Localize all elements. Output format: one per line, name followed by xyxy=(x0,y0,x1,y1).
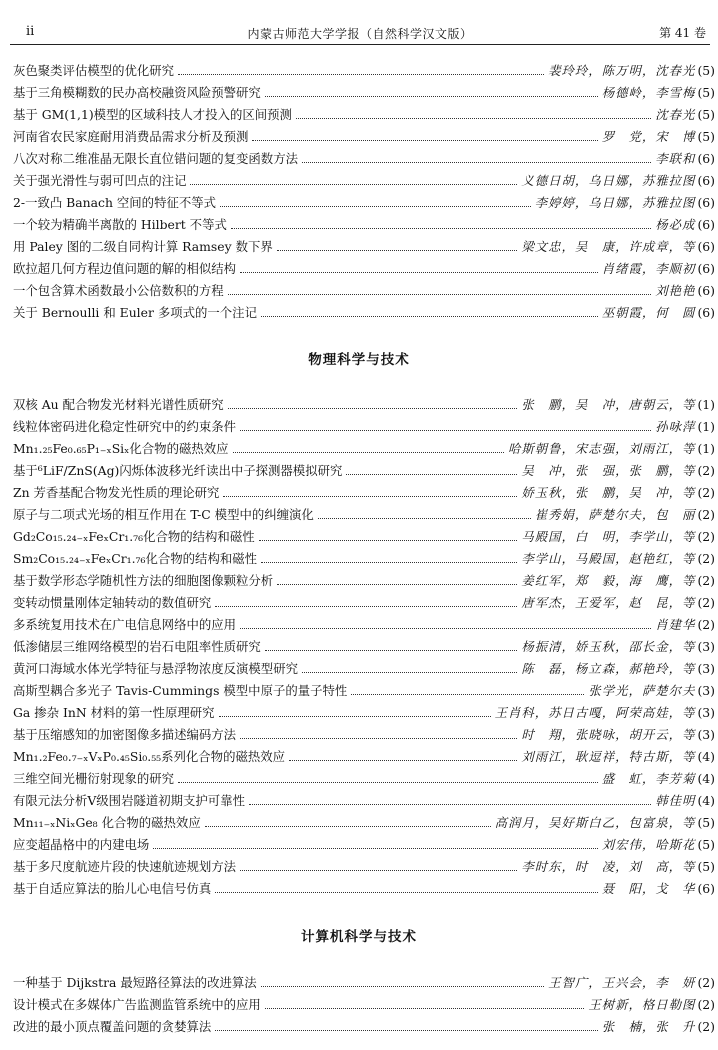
entry-authors: 姜红军，郑 毅，海 鹰，等 xyxy=(521,573,696,588)
entry-issue: (2) xyxy=(697,617,715,632)
entry-title: 基于多尺度航迹片段的快速航迹规划方法 xyxy=(13,859,237,874)
toc-entry xyxy=(13,636,715,658)
toc-entry xyxy=(13,548,715,570)
toc-entry xyxy=(13,592,715,614)
entry-authors: 高润月，吴好斯白乙，包富泉，等 xyxy=(494,815,696,830)
toc-entry xyxy=(13,768,715,790)
toc-entry xyxy=(13,724,715,746)
dot-leader xyxy=(228,280,652,295)
dot-leader xyxy=(277,570,517,585)
entry-title: 用 Paley 图的二级自同构计算 Ramsey 数下界 xyxy=(13,239,273,254)
entry-issue: (6) xyxy=(697,305,715,320)
entry-authors: 时 翔，张晓咏，胡开云，等 xyxy=(521,727,696,742)
entry-issue: (3) xyxy=(697,661,715,676)
entry-title: Gd₂Co₁₅.₂₄₋ₓFeₓCr₁.₇₆化合物的结构和磁性 xyxy=(13,529,255,544)
toc-entry xyxy=(13,702,715,724)
entry-issue: (3) xyxy=(697,705,715,720)
entry-issue: (5) xyxy=(697,85,715,100)
dot-leader xyxy=(265,994,585,1009)
entry-authors: 崔秀娟，萨楚尔夫，包 丽 xyxy=(534,507,696,522)
entry-authors: 裴玲玲，陈万明，沈春光 xyxy=(548,63,696,78)
entry-title: 变转动惯量刚体定轴转动的数值研究 xyxy=(13,595,212,610)
dot-leader xyxy=(233,438,504,453)
dot-leader xyxy=(240,416,651,431)
dot-leader xyxy=(249,790,651,805)
toc-entry xyxy=(13,856,715,878)
toc-entry xyxy=(13,994,715,1016)
entry-title: 关于强光滑性与弱可凹点的注记 xyxy=(13,173,187,188)
section-title-physics: 物理科学与技术 xyxy=(308,352,410,368)
dot-leader xyxy=(277,236,518,251)
section-title-computer: 计算机科学与技术 xyxy=(301,929,417,945)
entry-issue: (4) xyxy=(697,793,715,808)
entry-issue: (2) xyxy=(697,595,715,610)
dot-leader xyxy=(240,258,598,273)
toc-entry xyxy=(13,148,715,170)
entry-authors: 陈 磊，杨立森，郝艳玲，等 xyxy=(521,661,696,676)
dot-leader xyxy=(153,834,597,849)
dot-leader xyxy=(215,1016,597,1031)
entry-authors: 盛 虹，李芳菊 xyxy=(601,771,696,786)
entry-issue: (6) xyxy=(697,173,715,188)
toc-entry xyxy=(13,416,715,438)
dot-leader xyxy=(223,482,517,497)
entry-authors: 聂 阳，戈 华 xyxy=(601,881,696,896)
entry-authors: 梁文忠，吴 康，许成章，等 xyxy=(521,239,696,254)
entry-title: 多系统复用技术在广电信息网络中的应用 xyxy=(13,617,237,632)
dot-leader xyxy=(240,614,651,629)
entry-authors: 义德日胡，乌日娜，苏雅拉图 xyxy=(521,173,696,188)
entry-title: 应变超晶格中的内建电场 xyxy=(13,837,150,852)
entry-title: Mn₁.₂₅Fe₀.₆₅P₁₋ₓSiₓ化合物的磁热效应 xyxy=(13,441,229,456)
dot-leader xyxy=(240,724,517,739)
entry-issue: (2) xyxy=(697,1019,715,1034)
volume-label: 第 41 卷 xyxy=(659,26,706,40)
entry-authors: 唐军杰，王爱军，赵 昆，等 xyxy=(521,595,696,610)
toc-entry xyxy=(13,614,715,636)
toc-entry xyxy=(13,438,715,460)
entry-authors: 李婷婷，乌日娜，苏雅拉图 xyxy=(534,195,696,210)
entry-issue: (6) xyxy=(697,239,715,254)
entry-title: 一个包含算术函数最小公倍数积的方程 xyxy=(13,283,224,298)
toc-entry xyxy=(13,192,715,214)
dot-leader xyxy=(289,746,517,761)
entry-issue: (2) xyxy=(697,485,715,500)
dot-leader xyxy=(302,148,651,163)
entry-issue: (6) xyxy=(697,283,715,298)
entry-authors: 张学光，萨楚尔夫 xyxy=(588,683,696,698)
entry-issue: (4) xyxy=(697,771,715,786)
entry-title: 欧拉超几何方程边值问题的解的相似结构 xyxy=(13,261,237,276)
dot-leader xyxy=(190,170,517,185)
entry-issue: (2) xyxy=(697,975,715,990)
journal-title: 内蒙古师范大学学报（自然科学汉文版） xyxy=(247,27,473,41)
dot-leader xyxy=(318,504,531,519)
entry-authors: 王肖科，苏日古嘎，阿荣高娃，等 xyxy=(494,705,696,720)
toc-entry xyxy=(13,790,715,812)
dot-leader xyxy=(220,192,531,207)
toc-entry xyxy=(13,214,715,236)
toc-entry xyxy=(13,972,715,994)
toc-entry xyxy=(13,746,715,768)
entry-issue: (6) xyxy=(697,261,715,276)
entry-authors: 刘艳艳 xyxy=(655,283,696,298)
toc-entry xyxy=(13,104,715,126)
entry-title: 基于压缩感知的加密图像多描述编码方法 xyxy=(13,727,237,742)
entry-authors: 哈斯朝鲁，宋志强，刘雨江，等 xyxy=(507,441,696,456)
toc-entry xyxy=(13,680,715,702)
entry-authors: 孙咏萍 xyxy=(655,419,696,434)
entry-authors: 杨必成 xyxy=(655,217,696,232)
toc-entry xyxy=(13,460,715,482)
entry-issue: (2) xyxy=(697,529,715,544)
entry-issue: (5) xyxy=(697,837,715,852)
entry-issue: (5) xyxy=(697,63,715,78)
entry-issue: (2) xyxy=(697,551,715,566)
dot-leader xyxy=(296,104,651,119)
toc-entry xyxy=(13,526,715,548)
entry-title: 双核 Au 配合物发光材料光谱性质研究 xyxy=(13,397,224,412)
dot-leader xyxy=(261,972,545,987)
entry-issue: (1) xyxy=(697,397,715,412)
entry-authors: 王树新，格日勒图 xyxy=(588,997,696,1012)
entry-title: 线粒体密码进化稳定性研究中的约束条件 xyxy=(13,419,237,434)
entry-title: 灰色聚类评估模型的优化研究 xyxy=(13,63,175,78)
entry-issue: (1) xyxy=(697,441,715,456)
entry-title: 高斯型耦合多光子 Tavis-Cummings 模型中原子的量子特性 xyxy=(13,683,348,698)
entry-title: 改进的最小顶点覆盖问题的贪婪算法 xyxy=(13,1019,212,1034)
entry-title: 基于数学形态学随机性方法的细胞图像颗粒分析 xyxy=(13,573,274,588)
entry-title: 设计模式在多媒体广告监测监管系统中的应用 xyxy=(13,997,261,1012)
dot-leader xyxy=(178,60,544,75)
toc-entry xyxy=(13,812,715,834)
toc-entry xyxy=(13,482,715,504)
entry-title: 基于 GM(1,1)模型的区域科技人才投入的区间预测 xyxy=(13,107,292,122)
dot-leader xyxy=(261,548,517,563)
entry-title: 原子与二项式光场的相互作用在 T-C 模型中的纠缠演化 xyxy=(13,507,314,522)
toc-section-computer xyxy=(13,972,715,1038)
entry-title: Ga 掺杂 InN 材料的第一性原理研究 xyxy=(13,705,215,720)
entry-title: 有限元法分析Ⅴ级围岩隧道初期支护可靠性 xyxy=(13,793,245,808)
entry-title: Mn₁₁₋ₓNiₓGe₈ 化合物的磁热效应 xyxy=(13,815,201,830)
entry-title: Zn 芳香基配合物发光性质的理论研究 xyxy=(13,485,220,500)
entry-issue: (3) xyxy=(697,639,715,654)
entry-authors: 刘宏伟，哈斯花 xyxy=(601,837,696,852)
entry-issue: (5) xyxy=(697,815,715,830)
entry-title: 基于三角模糊数的民办高校融资风险预警研究 xyxy=(13,85,261,100)
entry-title: 三维空间光栅衍射现象的研究 xyxy=(13,771,175,786)
toc-entry xyxy=(13,658,715,680)
toc-entry xyxy=(13,280,715,302)
entry-issue: (6) xyxy=(697,151,715,166)
dot-leader xyxy=(215,878,597,893)
entry-authors: 娇玉秋，张 鹏，吴 冲，等 xyxy=(521,485,696,500)
dot-leader xyxy=(178,768,598,783)
dot-leader xyxy=(231,214,651,229)
dot-leader xyxy=(240,856,517,871)
entry-authors: 王智广，王兴会，李 妍 xyxy=(548,975,696,990)
entry-issue: (6) xyxy=(697,195,715,210)
entry-issue: (2) xyxy=(697,573,715,588)
toc-entry xyxy=(13,236,715,258)
toc-entry xyxy=(13,126,715,148)
dot-leader xyxy=(265,636,518,651)
entry-issue: (2) xyxy=(697,507,715,522)
entry-issue: (4) xyxy=(697,749,715,764)
entry-authors: 吴 冲，张 强，张 鹏，等 xyxy=(521,463,696,478)
dot-leader xyxy=(215,592,517,607)
toc-section-math xyxy=(13,60,715,324)
entry-title: Sm₂Co₁₅.₂₄₋ₓFeₓCr₁.₇₆化合物的结构和磁性 xyxy=(13,551,258,566)
toc-entry xyxy=(13,834,715,856)
page-number: ii xyxy=(26,24,35,39)
entry-issue: (6) xyxy=(697,217,715,232)
entry-issue: (2) xyxy=(697,463,715,478)
dot-leader xyxy=(265,82,598,97)
dot-leader xyxy=(259,526,518,541)
entry-authors: 杨振清，娇玉秋，邵长金，等 xyxy=(521,639,696,654)
toc-entry xyxy=(13,302,715,324)
entry-issue: (6) xyxy=(697,881,715,896)
entry-title: Mn₁.₂Fe₀.₇₋ₓVₓP₀.₄₅Si₀.₅₅系列化合物的磁热效应 xyxy=(13,749,286,764)
entry-authors: 马殿国，白 明，李学山，等 xyxy=(521,529,696,544)
entry-authors: 刘雨江，耿逗祥，特古斯，等 xyxy=(521,749,696,764)
entry-authors: 罗 党，宋 博 xyxy=(601,129,696,144)
dot-leader xyxy=(219,702,491,717)
entry-issue: (2) xyxy=(697,997,715,1012)
dot-leader xyxy=(228,394,518,409)
dot-leader xyxy=(302,658,517,673)
toc-entry xyxy=(13,878,715,900)
entry-issue: (5) xyxy=(697,129,715,144)
toc-entry xyxy=(13,60,715,82)
toc-entry xyxy=(13,258,715,280)
entry-issue: (5) xyxy=(697,859,715,874)
toc-entry xyxy=(13,504,715,526)
dot-leader xyxy=(252,126,597,141)
toc-section-physics xyxy=(13,394,715,900)
dot-leader xyxy=(351,680,584,695)
entry-issue: (5) xyxy=(697,107,715,122)
dot-leader xyxy=(261,302,598,317)
entry-authors: 肖绪霞，李顺初 xyxy=(601,261,696,276)
entry-title: 黄河口海域水体光学特征与悬浮物浓度反演模型研究 xyxy=(13,661,298,676)
entry-authors: 韩佳明 xyxy=(655,793,696,808)
entry-title: 一个较为精确半离散的 Hilbert 不等式 xyxy=(13,217,227,232)
toc-entry xyxy=(13,170,715,192)
running-header xyxy=(10,20,710,45)
entry-authors: 李联和 xyxy=(655,151,696,166)
entry-issue: (3) xyxy=(697,683,715,698)
entry-authors: 张 楠，张 升 xyxy=(601,1019,696,1034)
entry-title: 低渗储层三维网络模型的岩石电阻率性质研究 xyxy=(13,639,261,654)
toc-entry xyxy=(13,1016,715,1038)
dot-leader xyxy=(205,812,491,827)
entry-issue: (1) xyxy=(697,419,715,434)
entry-title: 基于⁶LiF/ZnS(Ag)闪烁体波移光纤读出中子探测器模拟研究 xyxy=(13,463,343,478)
toc-entry xyxy=(13,82,715,104)
entry-title: 关于 Bernoulli 和 Euler 多项式的一个注记 xyxy=(13,305,257,320)
entry-title: 基于自适应算法的胎儿心电信号仿真 xyxy=(13,881,212,896)
entry-authors: 肖建华 xyxy=(655,617,696,632)
toc-entry xyxy=(13,570,715,592)
entry-authors: 巫朝霞，何 圆 xyxy=(601,305,696,320)
entry-authors: 李学山，马殿国，赵艳红，等 xyxy=(521,551,696,566)
dot-leader xyxy=(346,460,517,475)
entry-authors: 李时东，时 凌，刘 高，等 xyxy=(521,859,696,874)
entry-authors: 张 鹏，吴 冲，唐朝云，等 xyxy=(521,397,696,412)
entry-authors: 沈春光 xyxy=(655,107,696,122)
entry-title: 河南省农民家庭耐用消费品需求分析及预测 xyxy=(13,129,249,144)
toc-entry xyxy=(13,394,715,416)
entry-authors: 杨德岭，李雪梅 xyxy=(601,85,696,100)
entry-issue: (3) xyxy=(697,727,715,742)
entry-title: 一种基于 Dijkstra 最短路径算法的改进算法 xyxy=(13,975,257,990)
entry-title: 八次对称二维准晶无限长直位错问题的复变函数方法 xyxy=(13,151,298,166)
entry-title: 2-一致凸 Banach 空间的特征不等式 xyxy=(13,195,217,210)
